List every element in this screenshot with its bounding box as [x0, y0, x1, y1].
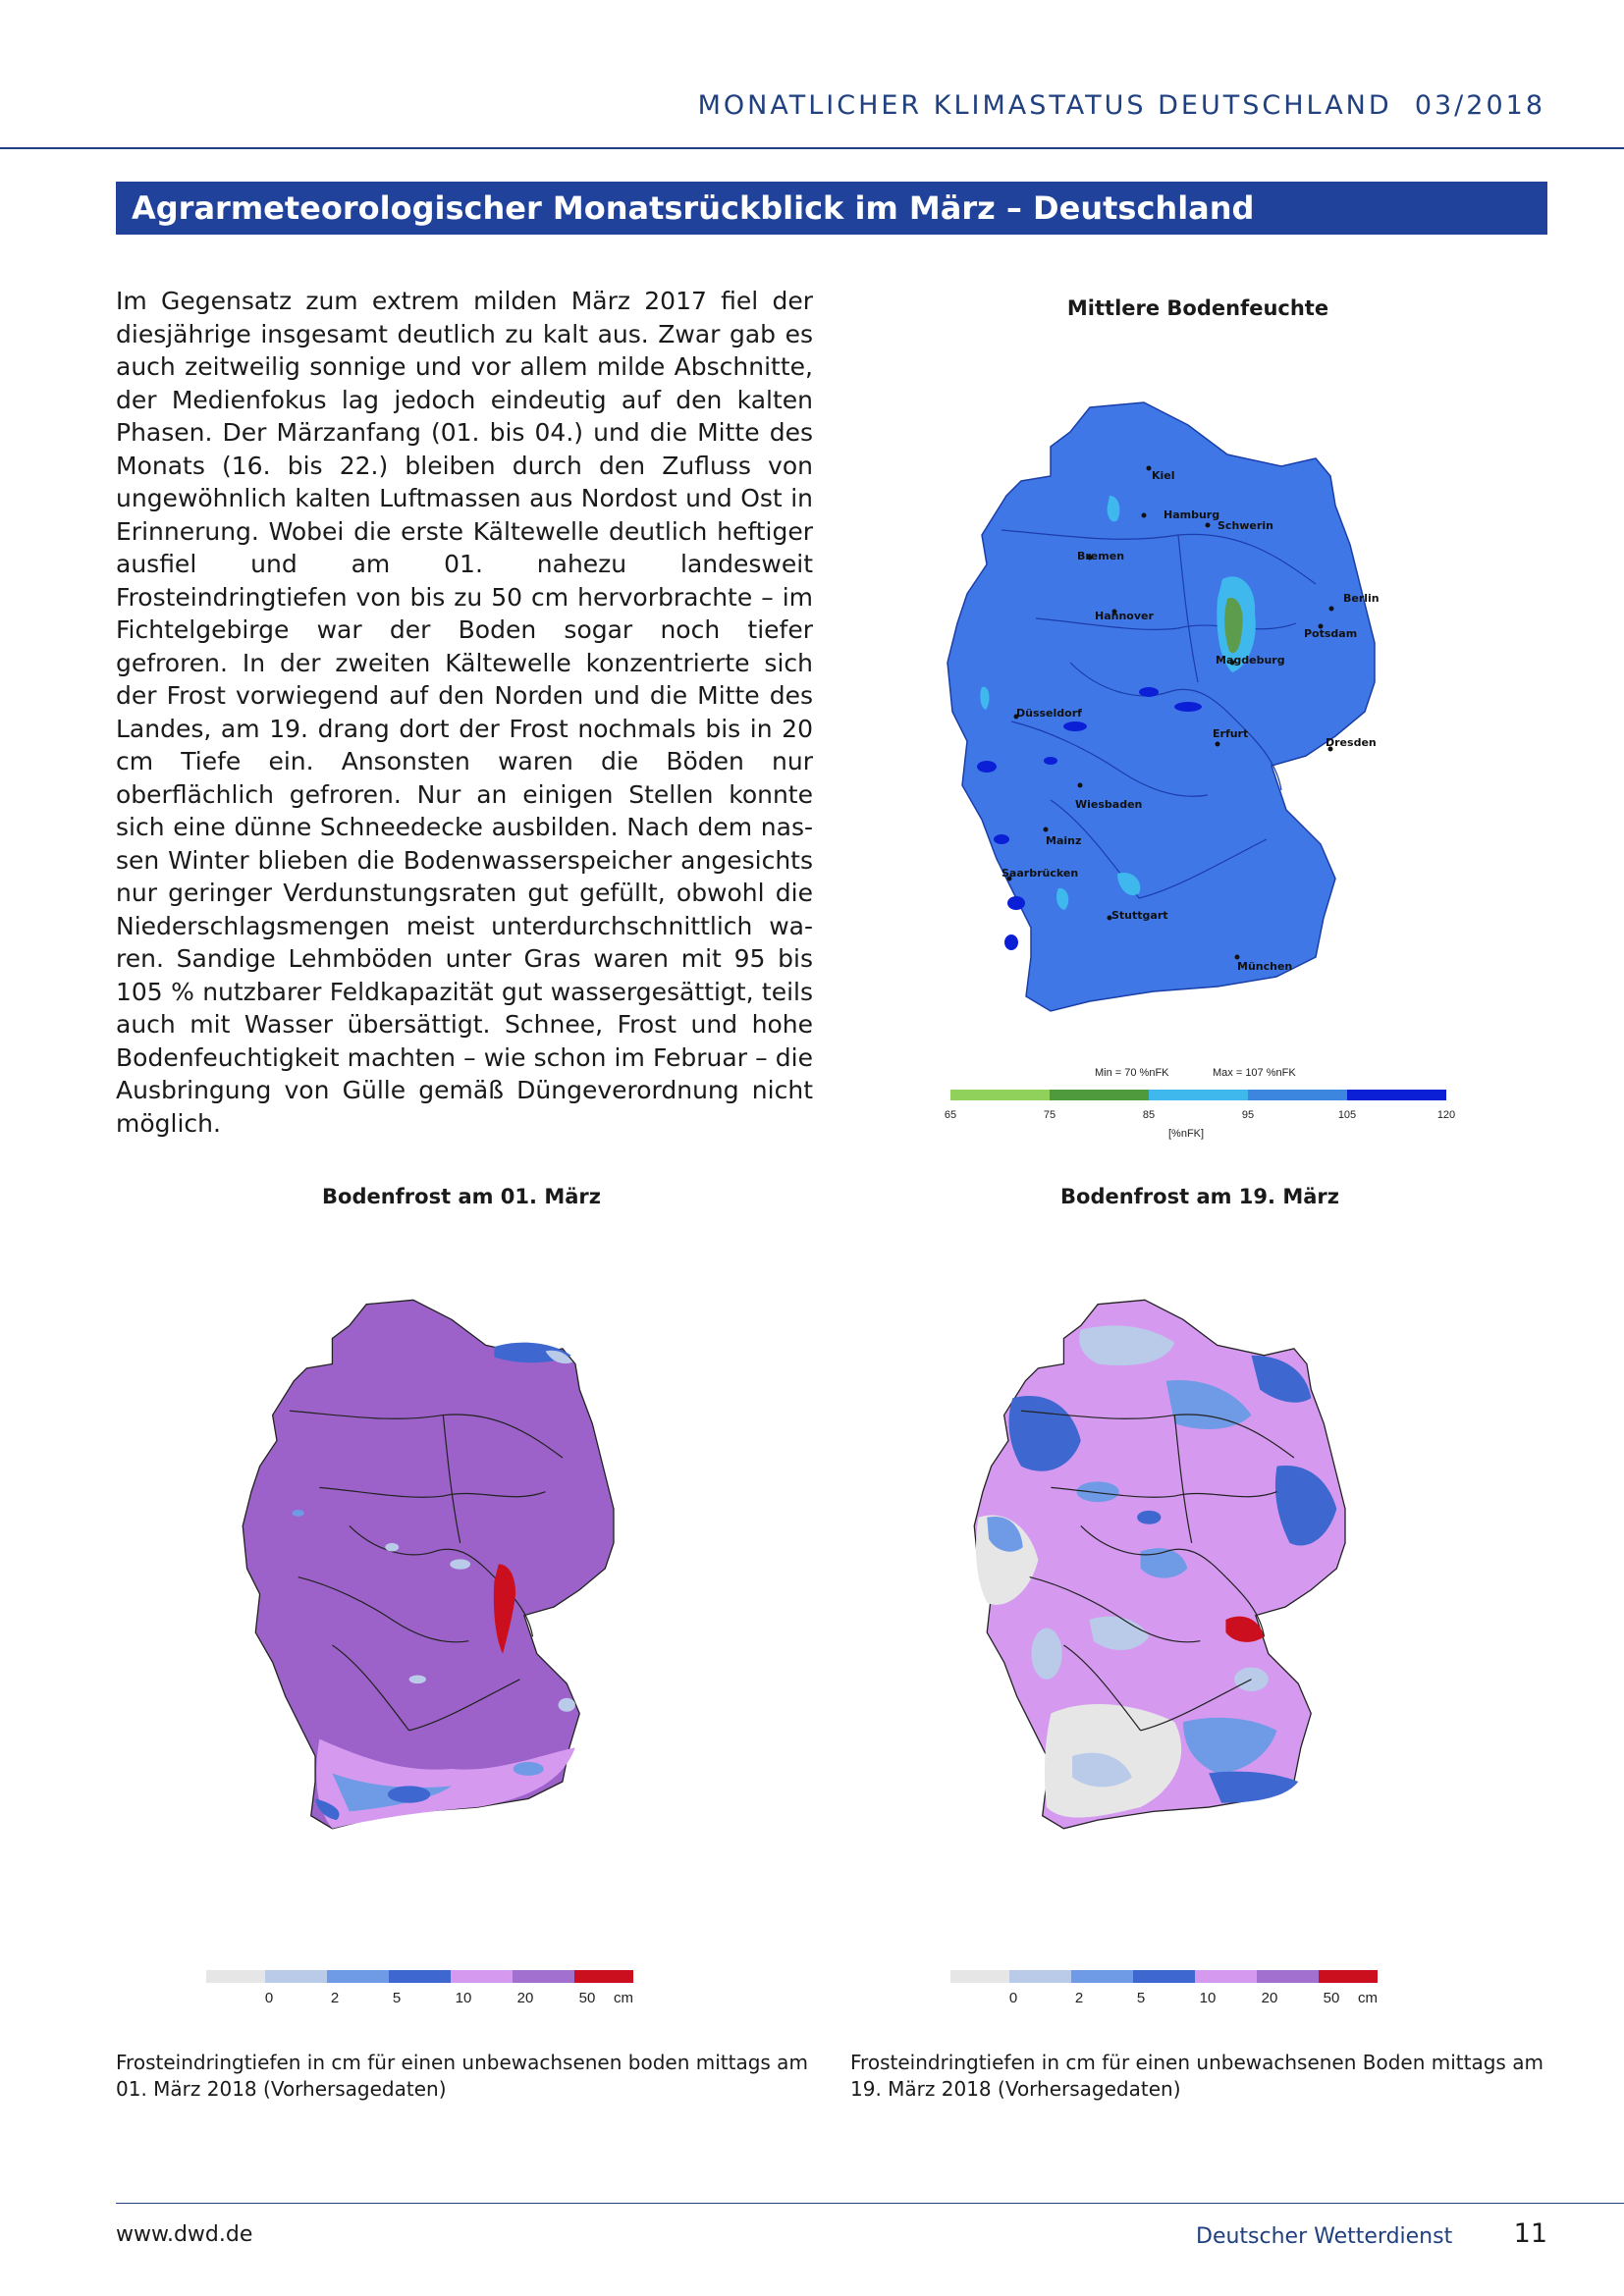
frost-01-tick-2: 2: [330, 1990, 340, 2006]
frost-19-figure-title: Bodenfrost am 19. März: [1060, 1185, 1339, 1208]
moisture-legend-swatch-4: [1248, 1090, 1347, 1100]
frost-01-unit: cm: [614, 1990, 633, 2006]
city-label-kiel: Kiel: [1152, 469, 1175, 482]
city-label-bremen: Bremen: [1077, 550, 1125, 562]
frost-19-caption: Frosteindringtiefen in cm für einen unbewachsenen Boden mittags am 19. März 2018 (Vorhersagedaten): [850, 2051, 1543, 2101]
moisture-legend-swatch-1: [950, 1090, 1050, 1100]
frost-19-swatch-5: [1195, 1970, 1257, 1983]
frost-19-swatch-6: [1257, 1970, 1319, 1983]
moisture-legend-swatch-3: [1149, 1090, 1248, 1100]
city-label-duesseldorf: Düsseldorf: [1016, 707, 1082, 720]
moisture-legend: [943, 1062, 1456, 1150]
city-label-mainz: Mainz: [1046, 834, 1082, 847]
frost-01-tick-20: 20: [516, 1990, 534, 2006]
moisture-max-label: Max = 107 %nFK: [1213, 1067, 1296, 1079]
city-label-saarbruecken: Saarbrücken: [1001, 867, 1079, 880]
frost-19-swatch-1: [950, 1970, 1009, 1983]
city-label-wiesbaden: Wiesbaden: [1075, 798, 1143, 811]
city-label-dresden: Dresden: [1326, 736, 1377, 749]
frost-19-tick-0: 0: [1008, 1990, 1018, 2006]
moisture-unit: [%nFK]: [1168, 1128, 1205, 1140]
city-label-berlin: Berlin: [1343, 592, 1380, 605]
moisture-tick-95: 95: [1241, 1109, 1255, 1121]
city-label-hannover: Hannover: [1095, 610, 1154, 622]
moisture-tick-85: 85: [1142, 1109, 1156, 1121]
frost-01-tick-10: 10: [455, 1990, 472, 2006]
frost-19-unit: cm: [1358, 1990, 1378, 2006]
frost-01-legend: [206, 1965, 668, 2009]
body-text: Im Gegensatz zum extrem milden März 2017 fiel der diesjährige insgesamt deutlich zu kalt aus. Zwar gab es auch zeitweilig sonnige und vor allem milde Abschnitte, der Medienfokus lag jedoch eindeutig auf den kalten Phasen. Der Märzanfang (01. bis 04.) und die Mitte des Monats (16. bis 22.) bleiben durch den Zufluss von ungewöhnlich kalten Luftmassen aus Nordost und Ost in Erinnerung. Wobei die erste Kältewelle deutlich heftiger ausfiel und am 01. nahezu landesweit Frosteindringtiefen von bis zu 50 cm hervorbrachte – im Fichtelgebirge war der Boden sogar noch tiefer gefroren. In der zweiten Kältewelle konzentrierte sich der Frost vorwiegend auf den Norden und die Mitte des Landes, am 19. drang dort der Frost nochmals bis in 20 cm Tiefe ein. Ansonsten waren die Böden nur oberflächlich gefroren. Nur an einigen Stellen konnte sich eine dünne Schneedecke ausbilden. Nach dem nassen Winter blieben die Bodenwasserspeicher angesichts nur geringer Verdunstungsraten gut gefüllt, obwohl die Niederschlagsmengen meist unterdurchschnittlich waren. Sandige Lehmböden unter Gras waren mit 95 bis 105 % nutzbarer Feldkapazität gut wassergesättigt, teils auch mit Wasser übersättigt. Schnee, Frost und hohe Bodenfeuchtigkeit machten – wie schon im Februar – die Ausbringung von Gülle gemäß Düngeverordnung nicht möglich.: [116, 287, 813, 1138]
frost-01-caption: Frosteindringtiefen in cm für einen unbewachsenen boden mittags am 01. März 2018 (Vorhersagedaten): [116, 2051, 808, 2101]
moisture-legend-swatch-5: [1347, 1090, 1446, 1100]
frost-01-swatch-6: [513, 1970, 574, 1983]
frost-01-swatch-7: [574, 1970, 633, 1983]
frost-19-tick-50: 50: [1323, 1990, 1340, 2006]
frost-19-swatch-7: [1319, 1970, 1378, 1983]
moisture-figure-title: Mittlere Bodenfeuchte: [1066, 296, 1329, 320]
moisture-tick-120: 120: [1436, 1109, 1456, 1121]
city-label-erfurt: Erfurt: [1213, 727, 1249, 740]
moisture-legend-swatch-2: [1050, 1090, 1149, 1100]
frost-19-swatch-2: [1009, 1970, 1071, 1983]
moisture-min-label: Min = 70 %nFK: [1095, 1067, 1169, 1079]
frost-01-tick-50: 50: [578, 1990, 596, 2006]
frost-01-tick-0: 0: [264, 1990, 274, 2006]
header-issue: 03/2018: [1414, 90, 1545, 121]
header-title: MONATLICHER KLIMASTATUS DEUTSCHLAND: [697, 90, 1392, 121]
frost-01-swatch-5: [451, 1970, 513, 1983]
frost-01-swatch-2: [265, 1970, 327, 1983]
city-label-potsdam: Potsdam: [1304, 627, 1358, 640]
frost-01-swatch-4: [389, 1970, 451, 1983]
frost-19-map: [947, 1296, 1419, 1944]
frost-01-figure-title: Bodenfrost am 01. März: [322, 1185, 601, 1208]
frost-01-tick-5: 5: [392, 1990, 402, 2006]
footer-organization: Deutscher Wetterdienst: [1196, 2224, 1453, 2249]
city-label-hamburg: Hamburg: [1164, 508, 1220, 521]
moisture-tick-105: 105: [1337, 1109, 1357, 1121]
city-label-magdeburg: Magdeburg: [1216, 654, 1285, 667]
running-header: [698, 90, 1545, 121]
frost-19-tick-2: 2: [1074, 1990, 1084, 2006]
city-label-schwerin: Schwerin: [1218, 519, 1273, 532]
header-rule: [0, 147, 1624, 149]
moisture-map: [943, 398, 1434, 1144]
city-label-muenchen: München: [1237, 960, 1293, 973]
frost-19-tick-10: 10: [1199, 1990, 1217, 2006]
frost-19-tick-20: 20: [1261, 1990, 1278, 2006]
frost-19-tick-5: 5: [1136, 1990, 1146, 2006]
frost-01-swatch-3: [327, 1970, 389, 1983]
moisture-tick-75: 75: [1043, 1109, 1056, 1121]
footer-rule: [116, 2203, 1624, 2204]
frost-01-map: [236, 1296, 668, 1944]
frost-01-swatch-1: [206, 1970, 265, 1983]
page-number: 11: [1513, 2218, 1547, 2249]
moisture-tick-65: 65: [944, 1109, 957, 1121]
city-label-stuttgart: Stuttgart: [1111, 909, 1168, 922]
frost-19-legend: [950, 1965, 1412, 2009]
section-title: Agrarmeteorologischer Monatsrückblick im März – Deutschland: [116, 182, 1547, 235]
frost-19-swatch-3: [1071, 1970, 1133, 1983]
frost-19-swatch-4: [1133, 1970, 1195, 1983]
footer-url[interactable]: www.dwd.de: [116, 2222, 253, 2247]
